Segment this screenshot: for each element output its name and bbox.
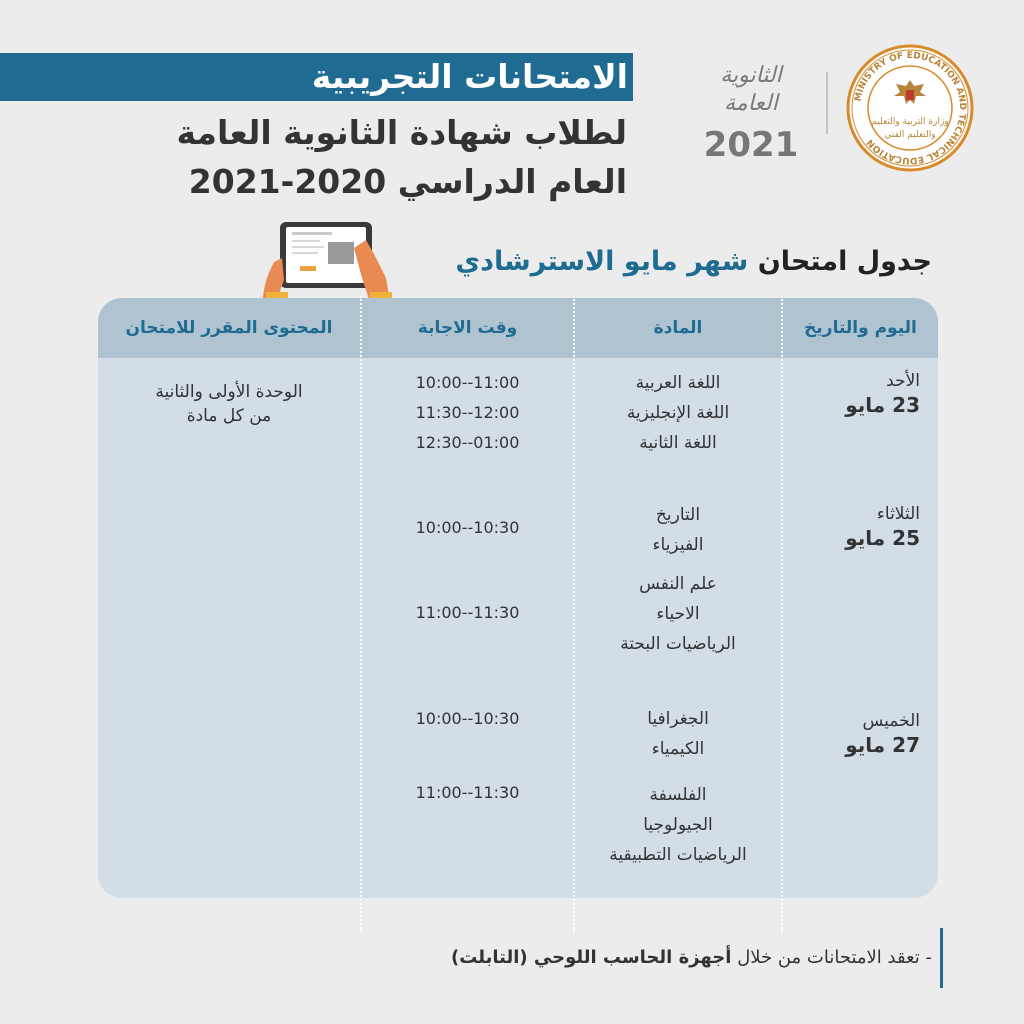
time-range: 11:30--12:00 [415, 403, 520, 422]
day-name: الخميس [862, 711, 920, 731]
subject-name: الكيمياء [651, 739, 705, 759]
schedule-heading [455, 244, 932, 280]
content-text-line2: من كل مادة [186, 406, 272, 426]
ministry-seal-logo [846, 44, 974, 172]
seal-center-text-line2: والتعليم الفني [884, 130, 936, 140]
content-text-line1: الوحدة الأولى والثانية [155, 382, 303, 402]
subject-name: الاحياء [656, 604, 700, 624]
subject-name: الجغرافيا [647, 709, 709, 729]
subject-cell [575, 704, 781, 764]
footer-note-bold: أجهزة الحاسب اللوحي (التابلت) [450, 947, 732, 968]
header-content: المحتوى المقرر للامتحان [125, 318, 333, 338]
subject-name: اللغة الإنجليزية [626, 403, 730, 423]
day-cell-3 [845, 710, 920, 758]
time-cell [362, 368, 573, 458]
day-name: الثلاثاء [876, 504, 920, 524]
note-accent-bar [940, 928, 943, 988]
subtitle-students: لطلاب شهادة الثانوية العامة [176, 113, 627, 152]
time-range: 10:00--11:00 [415, 373, 520, 392]
footer-note [451, 944, 932, 972]
subject-cell [575, 500, 781, 560]
seal-center-text-line1: وزارة التربية والتعليم [871, 117, 949, 127]
subject-cell [575, 368, 781, 458]
header-day-date: اليوم والتاريخ [804, 318, 917, 338]
seal-ring-text: MINISTRY OF EDUCATION AND TECHNICAL EDUCATION [853, 50, 968, 166]
schedule-heading-prefix: جدول امتحان [757, 246, 932, 277]
thanaweya-2021-logo [696, 52, 806, 162]
day-date: 27 مايو [845, 733, 920, 757]
subject-name: التاريخ [655, 505, 701, 525]
subject-name: الجيولوجيا [643, 815, 713, 835]
subtitle-academic-year: العام الدراسي 2020-2021 [188, 162, 627, 201]
day-date: 23 مايو [845, 393, 920, 417]
time-range: 10:00--10:30 [415, 518, 520, 537]
subject-cell [575, 569, 781, 659]
subject-name: الفيزياء [652, 535, 704, 555]
year-logo-title-line1: الثانوية [720, 63, 782, 88]
subject-cell [575, 780, 781, 870]
subject-name: اللغة العربية [635, 373, 721, 393]
year-logo-year: 2021 [703, 125, 799, 162]
logo-divider [826, 72, 828, 134]
day-date: 25 مايو [845, 526, 920, 550]
content-cell [98, 380, 360, 428]
subject-name: الرياضيات التطبيقية [609, 845, 747, 865]
footer-note-prefix: - تعقد الامتحانات من خلال [737, 947, 932, 968]
day-name: الأحد [886, 371, 920, 391]
year-logo-title-line2: العامة [724, 91, 778, 116]
time-range: 11:00--11:30 [415, 603, 520, 622]
day-cell-1 [845, 370, 920, 418]
subject-name: الفلسفة [649, 785, 707, 805]
tablet-hands-illustration [262, 218, 392, 302]
subject-name: اللغة الثانية [639, 433, 717, 453]
time-range: 10:00--10:30 [415, 709, 520, 728]
day-cell-2 [845, 503, 920, 551]
subject-name: الرياضيات البحتة [620, 634, 736, 654]
header-time: وقت الاجابة [417, 318, 518, 338]
time-range: 11:00--11:30 [415, 783, 520, 802]
column-separator [781, 296, 783, 932]
schedule-heading-highlight: شهر مايو الاسترشادي [455, 246, 749, 277]
page-title: الامتحانات التجريبية [311, 57, 628, 96]
time-range: 12:30--01:00 [415, 433, 520, 452]
header-subject: المادة [653, 318, 703, 338]
subject-name: علم النفس [639, 574, 717, 594]
